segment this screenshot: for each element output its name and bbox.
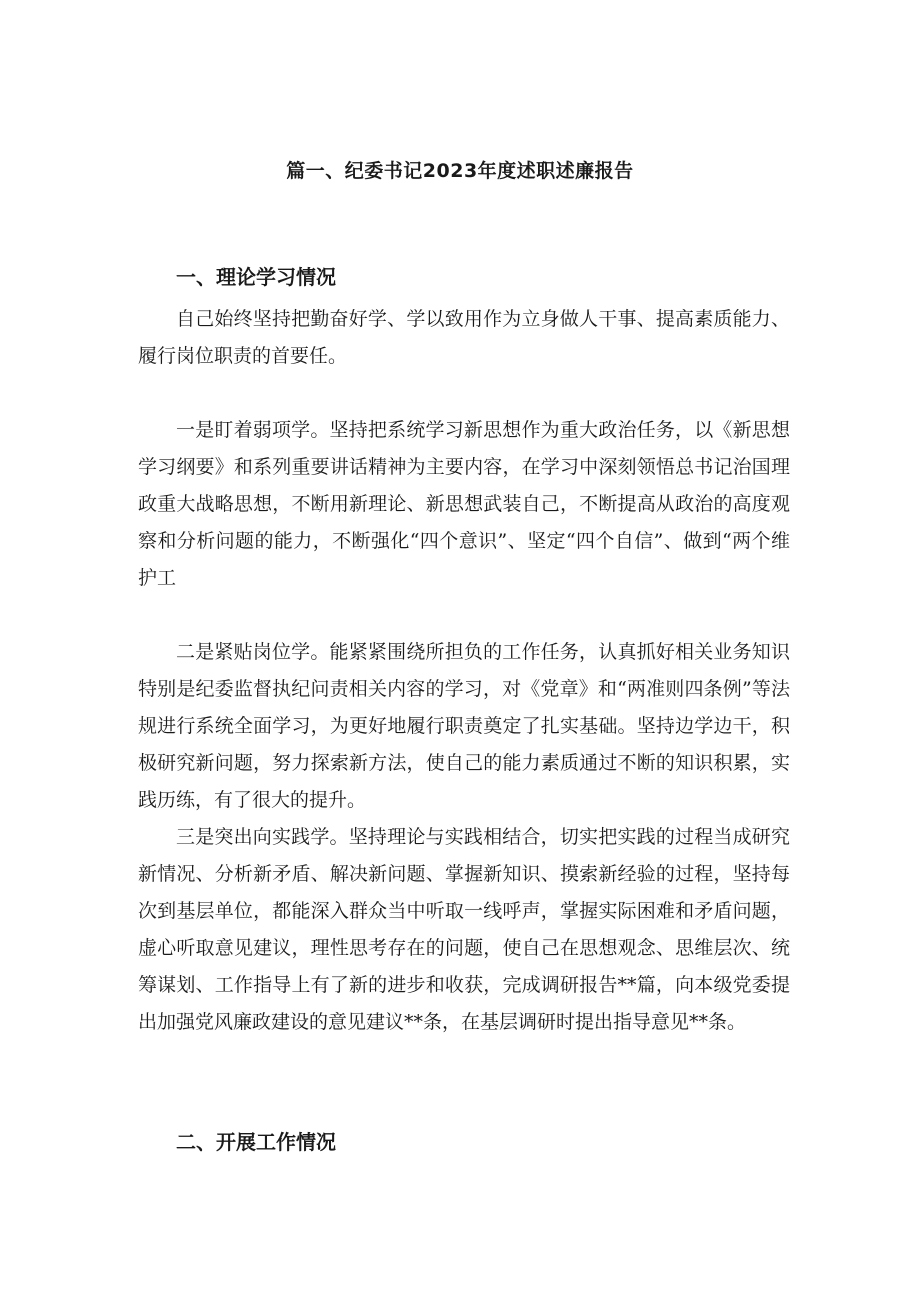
paragraph-job-study: 二是紧贴岗位学。能紧紧围绕所担负的工作任务，认真抓好相关业务知识特别是纪委监督执纪问责相关内容的学习，对《党章》和“两准则四条例”等法规进行系统全面学习，为更好地履行职责奠定了扎实基础。坚持边学边干，积极研究新问题，努力探索新方法，使自己的能力素质通过不断的知识积累，实践历练，有了很大的提升。 (138, 641, 790, 811)
document-title: 篇一、纪委书记2023年度述职述廉报告 (286, 160, 634, 182)
paragraph-weak-points: 一是盯着弱项学。坚持把系统学习新思想作为重大政治任务，以《新思想学习纲要》和系列重要讲话精神为主要内容，在学习中深刻领悟总书记治国理政重大战略思想，不断用新理论、新思想武装自己，不断提高从政治的高度观察和分析问题的能力，不断强化“四个意识”、坚定“四个自信”、做到“两个维护工 (138, 419, 790, 589)
paragraph-intro: 自己始终坚持把勤奋好学、学以致用作为立身做人干事、提高素质能力、履行岗位职责的首要任。 (138, 308, 790, 367)
section-heading-work-status: 二、开展工作情况 (176, 1130, 336, 1154)
paragraph-practice-study: 三是突出向实践学。坚持理论与实践相结合，切实把实践的过程当成研究新情况、分析新矛盾、解决新问题、掌握新知识、摸索新经验的过程，坚持每次到基层单位，都能深入群众当中听取一线呼声，掌握实际困难和矛盾问题，虚心听取意见建议，理性思考存在的问题，使自己在思想观念、思维层次、统筹谋划、工作指导上有了新的进步和收获，完成调研报告**篇，向本级党委提出加强党风廉政建设的意见建议**条，在基层调研时提出指导意见**条。 (138, 826, 790, 1033)
section-heading-theory-study: 一、理论学习情况 (176, 265, 336, 289)
